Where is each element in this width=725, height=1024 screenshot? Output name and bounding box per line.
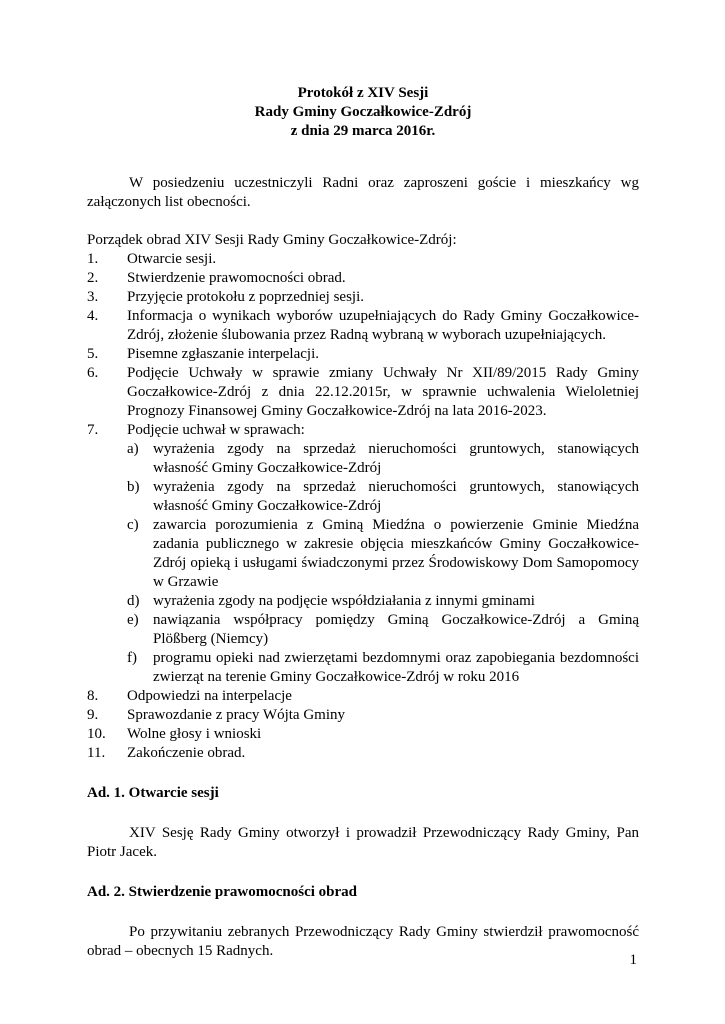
- agenda-item-text: Odpowiedzi na interpelacje: [127, 688, 292, 704]
- agenda-item: [87, 307, 639, 345]
- agenda-item-number: 10.: [87, 726, 106, 742]
- agenda-item: [87, 421, 639, 687]
- resolution-sublist: [127, 440, 639, 687]
- resolution-item-letter: b): [127, 479, 140, 495]
- resolution-item-text: nawiązania współpracy pomiędzy Gminą Goczałkowice-Zdrój a Gminą Plößberg (Niemcy): [153, 612, 639, 647]
- agenda-item-number: 6.: [87, 365, 99, 381]
- agenda-heading: Porządek obrad XIV Sesji Rady Gminy Goczałkowice-Zdrój:: [87, 232, 457, 248]
- agenda-item-text: Otwarcie sesji.: [127, 251, 217, 267]
- agenda-item: [87, 364, 639, 421]
- agenda-item-text: Wolne głosy i wnioski: [127, 726, 262, 742]
- agenda-item: [87, 345, 639, 364]
- agenda-list: [87, 250, 639, 763]
- section-heading-ad-2: Ad. 2. Stwierdzenie prawomocności obrad: [87, 884, 357, 900]
- resolution-item-letter: d): [127, 593, 140, 609]
- resolution-item: [127, 649, 639, 687]
- agenda-item: [87, 250, 639, 269]
- agenda-item-number: 1.: [87, 251, 99, 267]
- resolution-item-letter: e): [127, 612, 139, 628]
- title-line-3: z dnia 29 marca 2016r.: [290, 123, 436, 139]
- agenda-item: [87, 687, 639, 706]
- agenda-item-number: 8.: [87, 688, 99, 704]
- resolution-item: [127, 611, 639, 649]
- agenda-item-number: 2.: [87, 270, 99, 286]
- agenda-item: [87, 288, 639, 307]
- agenda-item-number: 9.: [87, 707, 99, 723]
- section-text-ad-1: XIV Sesję Rady Gminy otworzył i prowadził Przewodniczący Rady Gminy, Pan Piotr Jacek.: [87, 825, 639, 860]
- title-line-1: Protokół z XIV Sesji: [297, 85, 429, 101]
- title-line-2: Rady Gminy Goczałkowice-Zdrój: [254, 104, 472, 120]
- agenda-item: [87, 725, 639, 744]
- resolution-item: [127, 516, 639, 592]
- resolution-item-text: wyrażenia zgody na sprzedaż nieruchomości gruntowych, stanowiących własność Gminy Goczałkowice-Zdrój: [153, 441, 639, 476]
- resolution-item-text: wyrażenia zgody na podjęcie współdziałania z innymi gminami: [153, 593, 535, 609]
- agenda-item-text: Informacja o wynikach wyborów uzupełniających do Rady Gminy Goczałkowice-Zdrój, złożenie ślubowania przez Radną wybraną w wyborach uzupełniających.: [127, 308, 639, 343]
- section-text-ad-2: Po przywitaniu zebranych Przewodniczący Rady Gminy stwierdził prawomocność obrad – obecnych 15 Radnych.: [87, 924, 639, 959]
- agenda-item-text: Zakończenie obrad.: [127, 745, 246, 761]
- resolution-item-text: zawarcia porozumienia z Gminą Miedźna o powierzenie Gminie Miedźna zadania publicznego w zakresie objęcia mieszkańców Gminy Goczałkowice-Zdrój opieką i usługami świadczonymi przez Środowiskowy Dom Samopomocy w Grzawie: [153, 517, 639, 590]
- section-heading-ad-1: Ad. 1. Otwarcie sesji: [87, 785, 219, 801]
- agenda-item-text: Stwierdzenie prawomocności obrad.: [127, 270, 346, 286]
- agenda-item: [87, 744, 639, 763]
- page-number: 1: [629, 952, 637, 968]
- agenda-item-number: 3.: [87, 289, 99, 305]
- agenda-item-number: 5.: [87, 346, 99, 362]
- resolution-item: [127, 592, 639, 611]
- agenda-item-text: Podjęcie Uchwały w sprawie zmiany Uchwały Nr XII/89/2015 Rady Gminy Goczałkowice-Zdrój z dnia 22.12.2015r, w sprawnie uchwalenia Wieloletniej Prognozy Finansowej Gminy Goczałkowice-Zdrój na lata 2016-2023.: [127, 365, 639, 419]
- resolution-item: [127, 440, 639, 478]
- agenda-item-text: Podjęcie uchwał w sprawach:: [127, 422, 305, 438]
- resolution-item: [127, 478, 639, 516]
- intro-paragraph: W posiedzeniu uczestniczyli Radni oraz zaproszeni goście i mieszkańcy wg załączonych list obecności.: [87, 175, 639, 210]
- agenda-item-number: 7.: [87, 422, 99, 438]
- resolution-item-text: wyrażenia zgody na sprzedaż nieruchomości gruntowych, stanowiących własność Gminy Goczałkowice-Zdrój: [153, 479, 639, 514]
- agenda-item: [87, 269, 639, 288]
- resolution-item-letter: c): [127, 517, 139, 533]
- agenda-item: [87, 706, 639, 725]
- resolution-item-letter: a): [127, 441, 139, 457]
- agenda-item-text: Przyjęcie protokołu z poprzedniej sesji.: [127, 289, 365, 305]
- agenda-item-text: Sprawozdanie z pracy Wójta Gminy: [127, 707, 345, 723]
- agenda-item-number: 4.: [87, 308, 99, 324]
- resolution-item-text: programu opieki nad zwierzętami bezdomnymi oraz zapobiegania bezdomności zwierząt na terenie Gminy Goczałkowice-Zdrój w roku 2016: [153, 650, 639, 685]
- resolution-item-letter: f): [127, 650, 137, 666]
- agenda-item-number: 11.: [87, 745, 106, 761]
- document-body: [87, 84, 639, 961]
- agenda-item-text: Pisemne zgłaszanie interpelacji.: [127, 346, 320, 362]
